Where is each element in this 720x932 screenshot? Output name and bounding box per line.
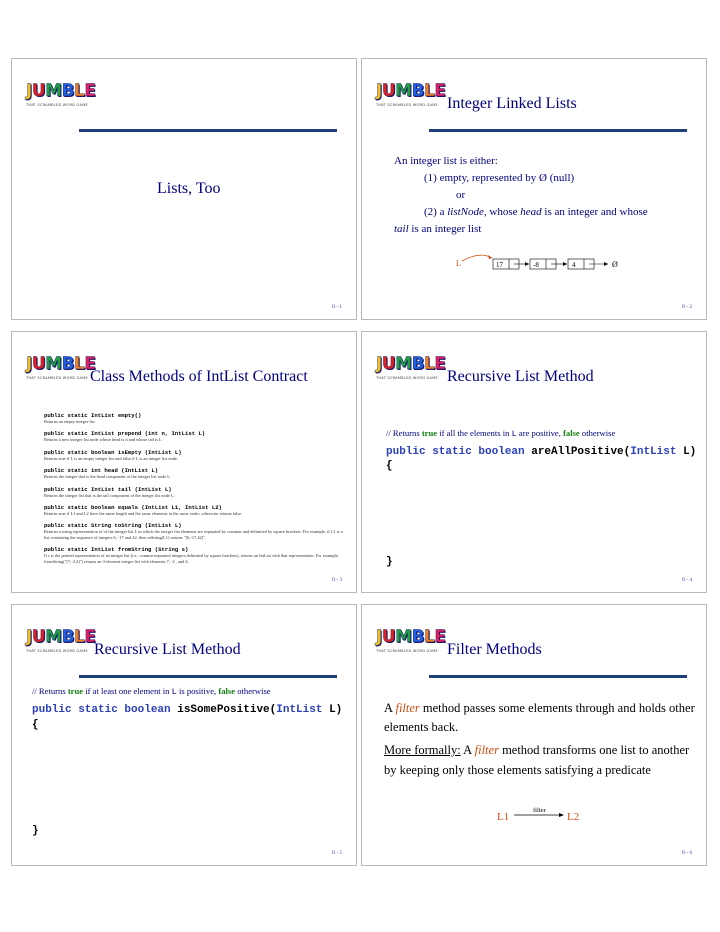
- filter-paragraph-1: A filter method passes some elements through and holds other elements back.: [384, 701, 695, 734]
- slide-3: [11, 331, 357, 593]
- slide-6: [361, 604, 707, 866]
- logo-word: JUMBLE: [376, 81, 446, 101]
- slide-2: [361, 58, 707, 320]
- filter-paragraph-2: More formally: A filter method transforms one list to another by keeping only those elements satisfying a predicate: [384, 743, 690, 777]
- page-number: O - 2: [681, 305, 692, 310]
- method-signature: public static String toString (IntList L): [44, 522, 182, 530]
- filter-diagram: [362, 803, 707, 833]
- method-description: Returns an empty integer list: [44, 419, 95, 424]
- page-number: O - 1: [331, 305, 342, 310]
- node-value: 17: [496, 261, 503, 269]
- method-comment: // Returns true if all the elements in L are positive, false otherwise: [386, 428, 616, 439]
- list-node: [493, 259, 529, 269]
- title-rule: [429, 675, 687, 678]
- slide-title: Class Methods of IntList Contract: [90, 368, 308, 385]
- method-signature: public static IntList empty(): [44, 412, 142, 419]
- logo-word: JUMBLE: [26, 627, 96, 647]
- logo-tagline: THAT SCRAMBLED WORD GAME: [376, 649, 438, 653]
- page-number: O - 5: [331, 851, 342, 856]
- method-description: Returns the integer list that is the tail component of the integer list node L.: [44, 492, 175, 498]
- linked-list-diagram: [362, 249, 707, 289]
- method-description: Returns true if L1 and L2 have the same length and the same elements in the same order; otherwise returns false.: [44, 511, 243, 517]
- method-signature: public static IntList prepend (int n, IntList L): [44, 430, 206, 438]
- jumble-logo: [376, 81, 446, 115]
- node-value: 4: [572, 261, 576, 269]
- list-node: [568, 259, 608, 269]
- jumble-logo: [376, 627, 446, 661]
- method-comment: // Returns true if at least one element in L is positive, false otherwise: [32, 686, 271, 697]
- slide-title: Lists, Too: [157, 180, 221, 197]
- filter-arrow-label: filter: [533, 807, 546, 814]
- jumble-logo: [376, 354, 446, 388]
- logo-word: JUMBLE: [376, 627, 446, 647]
- jumble-logo: [26, 81, 96, 115]
- title-rule: [429, 129, 687, 132]
- open-brace: {: [386, 460, 393, 472]
- page-number: O - 6: [681, 851, 692, 856]
- method-description: Returns the integer that is the head component of the integer list node L.: [44, 474, 172, 480]
- method-description: If s is the printed representation of an integer list (i.e., comma-separated integers delimited by square brackets), returns an IntList with that representation. For example, fromString("[7,-2,4]") returns an 3-element integer list with elements 7, -2 , and 4.: [44, 553, 339, 564]
- jumble-logo: [26, 627, 96, 661]
- title-rule: [79, 675, 337, 678]
- slide-title: Integer Linked Lists: [447, 95, 577, 112]
- method-signature: public static boolean isSomePositive(IntList L): [32, 704, 343, 716]
- slide-1: [11, 58, 357, 320]
- logo-word: JUMBLE: [26, 81, 96, 101]
- method-description: Returns true if L is an empty integer list and false if L is an integer list node.: [44, 455, 179, 461]
- method-signature: public static boolean areAllPositive(IntList L): [386, 446, 697, 458]
- open-brace: {: [32, 719, 39, 731]
- logo-tagline: THAT SCRAMBLED WORD GAME: [376, 103, 438, 107]
- input-list-label: L1: [497, 811, 510, 823]
- logo-tagline: THAT SCRAMBLED WORD GAME: [26, 103, 88, 107]
- list-node: [530, 259, 567, 269]
- node-value: -8: [533, 261, 539, 269]
- method-signature: public static int head (IntList L): [44, 467, 159, 475]
- page-number: O - 3: [331, 578, 342, 583]
- logo-tagline: THAT SCRAMBLED WORD GAME: [26, 649, 88, 653]
- slide-title: Recursive List Method: [447, 368, 594, 385]
- pointer-arrow: [462, 255, 492, 261]
- jumble-logo: [26, 354, 96, 388]
- page-number: O - 4: [681, 578, 692, 583]
- close-brace: }: [386, 556, 393, 568]
- logo-word: JUMBLE: [376, 354, 446, 374]
- slide-title: Filter Methods: [447, 641, 542, 658]
- definition-text: An integer list is either: (1) empty, represented by Ø (null) or (2) a listNode, whose head is an integer and whose tail is an integer list: [394, 155, 648, 235]
- close-brace: }: [32, 825, 39, 837]
- output-list-label: L2: [567, 811, 580, 823]
- method-description: Returns a new integer list node whose head is n and whose tail is L: [44, 437, 162, 443]
- slide-title: Recursive List Method: [94, 641, 241, 658]
- logo-word: JUMBLE: [26, 354, 96, 374]
- logo-tagline: THAT SCRAMBLED WORD GAME: [376, 376, 438, 380]
- slide-5: [11, 604, 357, 866]
- method-signature: public static IntList fromString (String s): [44, 546, 189, 554]
- method-signature: public static boolean isEmpty (IntList L): [44, 448, 182, 456]
- method-contract-list: [44, 412, 344, 564]
- method-signature: public static IntList tail (IntList L): [44, 485, 172, 493]
- logo-tagline: THAT SCRAMBLED WORD GAME: [26, 376, 88, 380]
- list-label-L: L: [456, 259, 461, 268]
- method-signature: public static boolean equals (IntList L1, IntList L2): [44, 504, 222, 512]
- method-description: Returns a string representation of of the integer list L in which the integer list elements are separated by commas and delimited by square brackets. For example, if L1 is a list containing the sequence of integers 6, -17 and 42, then toString(L1) returns "[6,-17,42]".: [44, 529, 343, 540]
- title-rule: [79, 129, 337, 132]
- slide-4: [361, 331, 707, 593]
- null-symbol: Ø: [612, 260, 618, 269]
